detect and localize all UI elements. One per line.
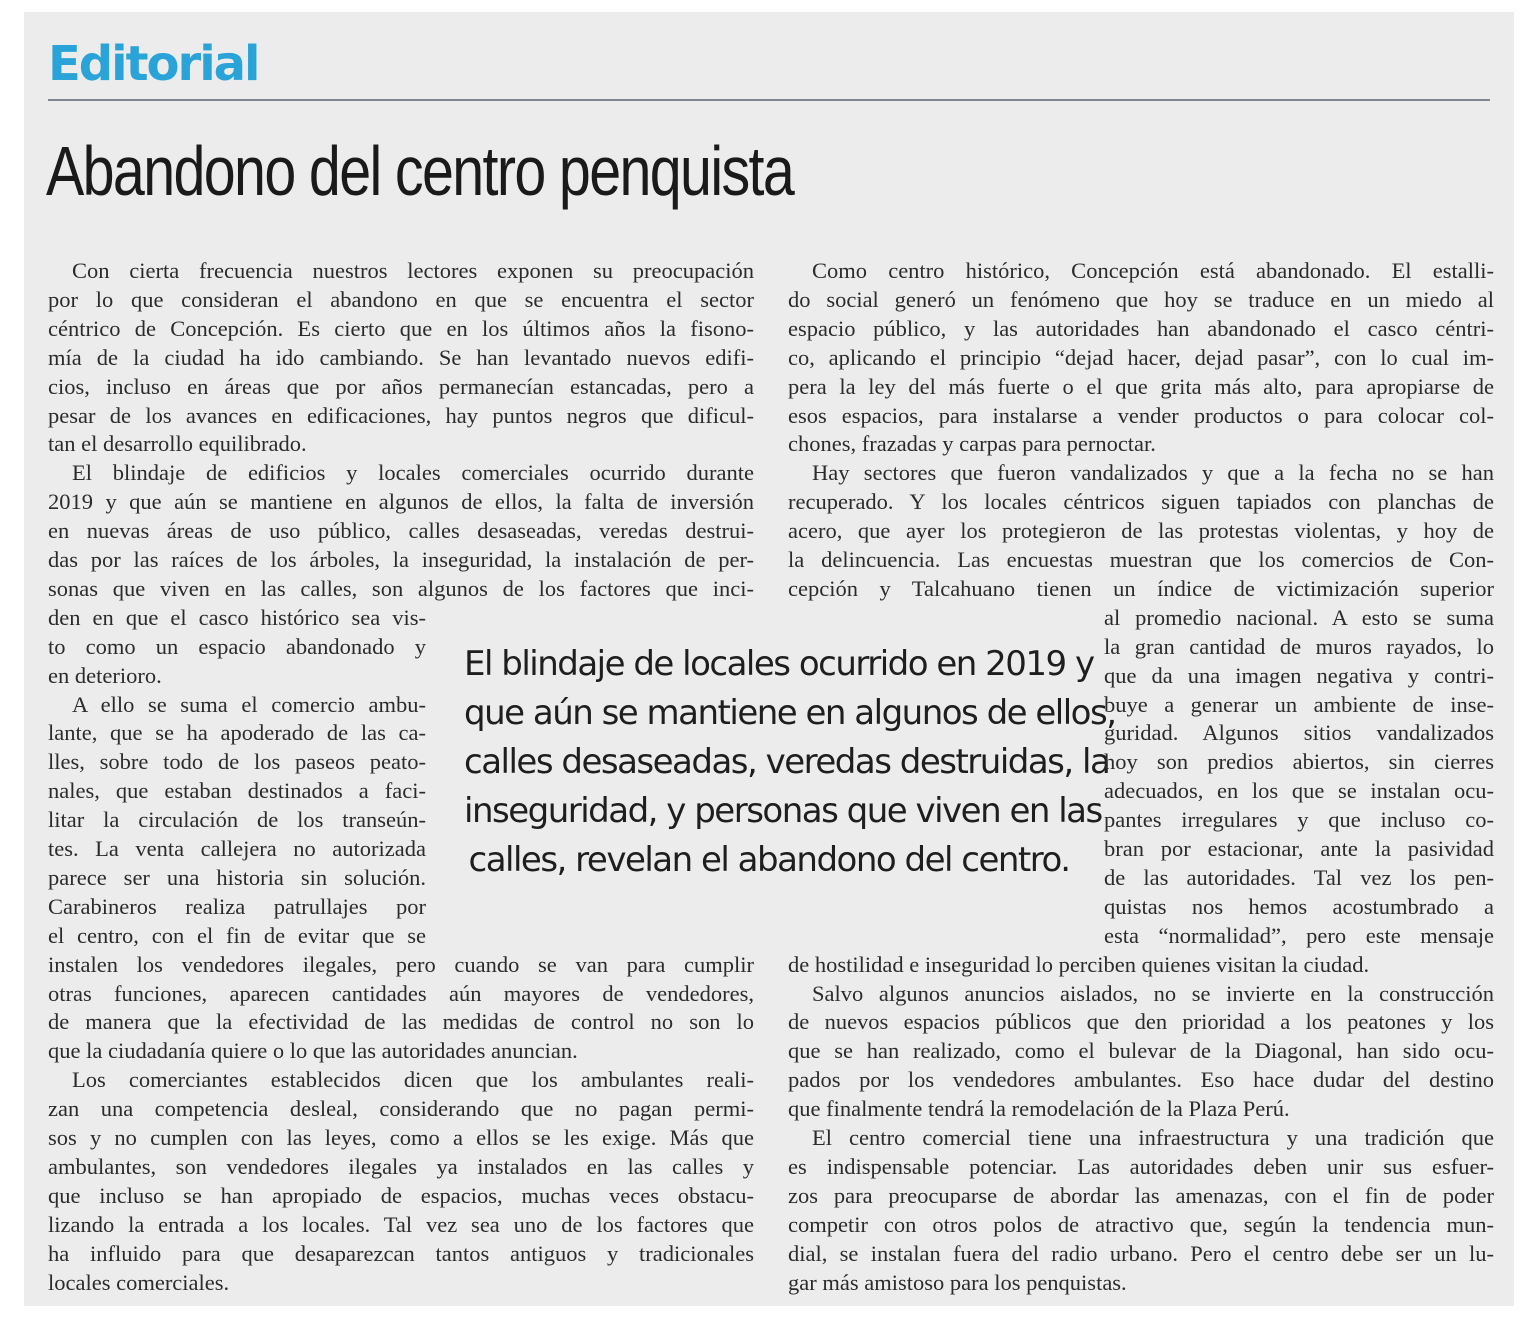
text-line: A ello se suma el comercio ambu-: [72, 691, 426, 717]
text-line: lizando la entrada a los locales. Tal vez sea uno de los factores que: [48, 1211, 754, 1237]
text-line: cios, incluso en áreas que por años permanecían estancadas, pero a: [48, 373, 754, 399]
text-line: pera la ley del más fuerte o el que grita más alto, para apropiarse de: [788, 373, 1494, 399]
pull-quote-line: que aún se mantiene en algunos de ellos,: [464, 693, 1116, 733]
text-line: sonas que viven en las calles, son algunos de los factores que inci-: [48, 575, 754, 601]
text-line: céntrico de Concepción. Es cierto que en los últimos años la fisono-: [48, 315, 754, 341]
pull-quote-line: calles desaseadas, veredas destruidas, la: [464, 742, 1110, 782]
text-line: nales, que estaban destinados a faci-: [48, 778, 426, 804]
text-line: de las autoridades. Tal vez los pen-: [1104, 864, 1494, 890]
text-line: parece ser una historia sin solución.: [48, 864, 426, 890]
text-line: esta “normalidad”, pero este mensaje: [1104, 922, 1494, 948]
text-line: buye a generar un ambiente de inse-: [1104, 691, 1494, 717]
text-line: mía de la ciudad ha ido cambiando. Se han levantado nuevos edifi-: [48, 344, 754, 370]
text-line: Carabineros realiza patrullajes por: [48, 893, 426, 919]
text-line: den en que el casco histórico sea vis-: [48, 604, 426, 630]
pull-quote-line: inseguridad, y personas que viven en las: [464, 791, 1102, 831]
text-line: Hay sectores que fueron vandalizados y que a la fecha no se han: [812, 460, 1494, 486]
text-line: Como centro histórico, Concepción está abandonado. El estalli-: [812, 258, 1494, 283]
text-line: Los comerciantes establecidos dicen que los ambulantes reali-: [72, 1067, 754, 1093]
text-line: guridad. Algunos sitios vandalizados: [1104, 720, 1494, 746]
pull-quote: [464, 640, 1116, 885]
section-label: Editorial: [48, 36, 259, 92]
text-line: co, aplicando el principio “dejad hacer, dejad pasar”, con lo cual im-: [788, 344, 1494, 370]
text-line: de nuevos espacios públicos que den prioridad a los peatones y los: [788, 1009, 1494, 1035]
text-line: que finalmente tendrá la remodelación de la Plaza Perú.: [788, 1096, 1290, 1122]
text-line: gar más amistoso para los penquistas.: [788, 1269, 1127, 1295]
text-line: en nuevas áreas de uso público, calles desaseadas, veredas destrui-: [48, 518, 754, 544]
text-line: chones, frazadas y carpas para pernoctar.: [788, 431, 1156, 457]
text-line: El blindaje de edificios y locales comerciales ocurrido durante: [72, 460, 754, 486]
text-line: hoy son predios abiertos, sin cierres: [1104, 749, 1494, 775]
text-line: lles, sobre todo de los paseos peato-: [48, 749, 426, 775]
text-line: instalen los vendedores ilegales, pero cuando se van para cumplir: [48, 951, 754, 977]
text-line: do social generó un fenómeno que hoy se traduce en un miedo al: [788, 286, 1494, 312]
text-line: litar la circulación de los transeún-: [48, 807, 426, 833]
text-line: tes. La venta callejera no autorizada: [48, 836, 426, 861]
section-divider: [48, 99, 1490, 101]
text-line: acero, que ayer los protegieron de las protestas violentas, y hoy de: [788, 518, 1494, 544]
text-line: que se han realizado, como el bulevar de la Diagonal, han sido ocu-: [788, 1038, 1494, 1064]
text-line: al promedio nacional. A esto se suma: [1104, 604, 1494, 630]
text-line: que da una imagen negativa y contri-: [1104, 662, 1494, 688]
text-line: otras funciones, aparecen cantidades aún mayores de vendedores,: [48, 980, 754, 1006]
text-line: ha influido para que desaparezcan tantos antiguos y tradicionales: [48, 1240, 754, 1266]
text-line: espacio público, y las autoridades han abandonado el casco céntri-: [788, 315, 1494, 341]
text-line: zos para preocuparse de abordar las amenazas, con el fin de poder: [788, 1182, 1494, 1208]
text-line: to como un espacio abandonado y: [48, 633, 426, 659]
text-line: quistas nos hemos acostumbrado a: [1104, 893, 1494, 919]
text-line: pesar de los avances en edificaciones, hay puntos negros que dificul-: [48, 402, 754, 428]
text-line: ambulantes, son vendedores ilegales ya instalados en las calles y: [48, 1153, 754, 1179]
text-line: dial, se instalan fuera del radio urbano. Pero el centro debe ser un lu-: [788, 1240, 1494, 1266]
text-line: locales comerciales.: [48, 1269, 230, 1295]
text-line: adecuados, en los que se instalan ocu-: [1104, 778, 1494, 804]
text-line: pantes irregulares y que incluso co-: [1104, 807, 1494, 833]
text-line: en deterioro.: [48, 662, 162, 688]
text-line: lante, que se ha apoderado de las ca-: [48, 720, 426, 746]
text-line: competir con otros polos de atractivo que, según la tendencia mun-: [788, 1211, 1494, 1237]
text-line: bran por estacionar, ante la pasividad: [1104, 836, 1494, 861]
text-line: que incluso se han apropiado de espacios, muchas veces obstacu-: [48, 1182, 754, 1208]
text-line: sos y no cumplen con las leyes, como a ellos se les exige. Más que: [48, 1125, 754, 1150]
headline: Abandono del centro penquista: [46, 132, 794, 210]
text-line: 2019 y que aún se mantiene en algunos de ellos, la falta de inversión: [48, 489, 754, 515]
text-line: Con cierta frecuencia nuestros lectores exponen su preocupación: [72, 258, 754, 283]
text-line: es indispensable potenciar. Las autoridades deben unir sus esfuer-: [788, 1153, 1494, 1179]
text-line: das por las raíces de los árboles, la inseguridad, la instalación de per-: [48, 547, 754, 572]
text-line: recuperado. Y los locales céntricos siguen tapiados con planchas de: [788, 489, 1494, 515]
text-line: esos espacios, para instalarse a vender productos o para colocar col-: [788, 402, 1494, 428]
text-line: el centro, con el fin de evitar que se: [48, 922, 426, 948]
text-line: zan una competencia desleal, considerando que no pagan permi-: [48, 1096, 754, 1122]
pull-quote-line: El blindaje de locales ocurrido en 2019 y: [464, 644, 1094, 684]
editorial-page: [24, 12, 1514, 1306]
text-line: tan el desarrollo equilibrado.: [48, 431, 307, 457]
pull-quote-line: calles, revelan el abandono del centro.: [468, 840, 1070, 880]
text-line: pados por los vendedores ambulantes. Eso hace dudar del destino: [788, 1067, 1494, 1093]
text-line: de manera que la efectividad de las medidas de control no son lo: [48, 1009, 754, 1035]
text-line: la gran cantidad de muros rayados, lo: [1104, 633, 1494, 659]
text-line: El centro comercial tiene una infraestructura y una tradición que: [812, 1125, 1494, 1150]
text-line: la delincuencia. Las encuestas muestran que los comercios de Con-: [788, 547, 1494, 572]
text-line: Salvo algunos anuncios aislados, no se invierte en la construcción: [812, 980, 1494, 1006]
text-line: que la ciudadanía quiere o lo que las autoridades anuncian.: [48, 1038, 578, 1064]
text-line: de hostilidad e inseguridad lo perciben quienes visitan la ciudad.: [788, 951, 1370, 977]
text-line: por lo que consideran el abandono en que se encuentra el sector: [48, 286, 754, 312]
text-line: cepción y Talcahuano tienen un índice de victimización superior: [788, 575, 1494, 601]
